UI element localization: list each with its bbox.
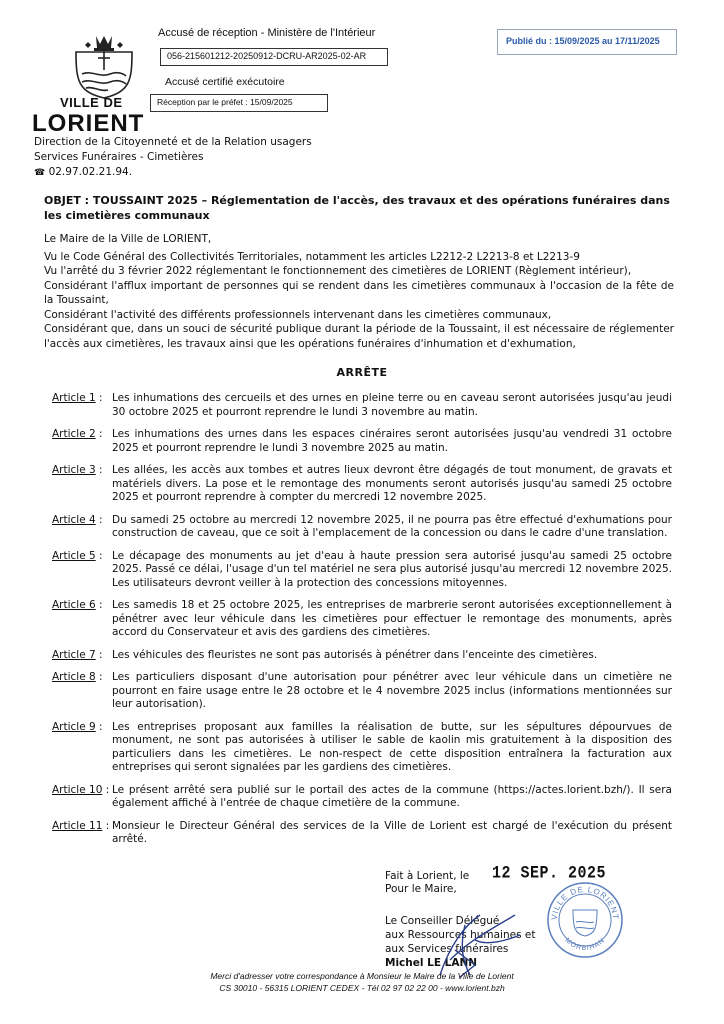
article: Article 5 : Le décapage des monuments au jet d'eau à haute pression sera autorisé jusqu'au samedi 25 octobre 2025. Passé ce délai, l'usage d'un tel matériel ne sera plus autorisé jusqu'au mercredi 12 novembre 2025. Les utilisateurs devront veiller à la protection des concessions mitoyennes. — [52, 549, 672, 589]
article-label: Article 6 — [52, 599, 96, 611]
direction: Direction de la Citoyenneté et de la Relation usagers — [34, 136, 312, 148]
signatory-role3: aux Services funéraires — [385, 943, 509, 955]
service: Services Funéraires - Cimetières — [34, 151, 204, 163]
signatory-name: Michel LE LANN — [385, 957, 478, 969]
article-label: Article 5 — [52, 549, 96, 562]
article-text: Les inhumations des urnes dans les espaces cinéraires seront autorisées jusqu'au vendredi 31 octobre 2025 et pourront reprendre le lundi 3 novembre 2025 au matin. — [112, 428, 672, 454]
preamble — [44, 232, 674, 351]
svg-text:VILLE DE LORIENT — [550, 885, 620, 920]
article-label: Article 7 — [52, 648, 96, 661]
seal-top-text: VILLE DE LORIENT — [549, 884, 621, 921]
article: Article 8 : Les particuliers disposant d'une autorisation pour pénétrer avec leur véhicule dans un cimetière ne pourront en faire usage entre le 28 octobre et le 4 novembre 2025 inclus (informations mentionnées sur leur autorisation). — [52, 671, 672, 710]
city-seal-icon — [545, 880, 625, 960]
preamble-line: Considérant l'activité des différents professionnels intervenant dans les cimetières communaux, — [44, 308, 552, 321]
article-label: Article 8 — [52, 671, 96, 683]
receipt-reference: 056-215601212-20250912-DCRU-AR2025-02-AR — [160, 48, 388, 66]
prefect-reception: Réception par le préfet : 15/09/2025 — [150, 94, 328, 112]
preamble-line: Considérant que, dans un souci de sécurité publique durant la période de la Toussaint, il est nécessaire de réglementer l'accès aux cimetières, les travaux ainsi que les opérations funéraires d'inhumation et d'exhumation, — [44, 323, 674, 350]
article-text: Du samedi 25 octobre au mercredi 12 novembre 2025, il ne pourra pas être effectué d'exhumations pour construction de caveau, que ce soit à l'emplacement de la concession ou dans le cadre d'une translation. — [112, 513, 672, 539]
logo-line2: LORIENT — [32, 110, 145, 137]
signatory-role2: aux Ressources humaines et — [385, 929, 536, 941]
receipt-title: Accusé de réception - Ministère de l'Intérieur — [158, 27, 376, 39]
article-label: Article 10 — [52, 783, 103, 796]
preamble-line: Vu l'arrêté du 3 février 2022 réglementant le fonctionnement des cimetières de LORIENT (Règlement intérieur), — [44, 265, 632, 277]
article-label: Article 1 — [52, 392, 96, 404]
article-text: Les particuliers disposant d'une autorisation pour pénétrer avec leur véhicule dans un cimetière ne pourront en faire usage entre le 28 octobre et le 4 novembre 2025 inclus (informations mentionnées sur leur autorisation). — [112, 671, 672, 710]
articles — [52, 392, 672, 856]
article-text: Le décapage des monuments au jet d'eau à haute pression sera autorisé jusqu'au samedi 25 octobre 2025. Passé ce délai, l'usage d'un tel matériel ne sera plus autorisé jusqu'au mercredi 12 novembre 2025. Les utilisateurs devront veiller à la protection des concessions mitoyennes. — [112, 549, 672, 589]
article-label: Article 3 — [52, 464, 96, 476]
objet-line2: les cimetières communaux — [44, 209, 210, 222]
logo-line1: VILLE DE — [60, 95, 123, 110]
preamble-line: Vu le Code Général des Collectivités Territoriales, notamment les articles L2212-2 L2213-8 et L2213-9 — [44, 250, 580, 263]
footer-line1: Merci d'adresser votre correspondance à Monsieur le Maire de la Ville de Lorient — [210, 971, 514, 981]
article-text: Le présent arrêté sera publié sur le portail des actes de la commune (https://actes.lorient.bzh/). Il sera également affiché à l'entrée de chaque cimetière de la commune. — [112, 783, 672, 809]
preamble-line: Considérant l'afflux important de personnes qui se rendent dans les cimetières communaux à l'occasion de la fête de la Toussaint, — [44, 279, 674, 306]
signatory-role1: Le Conseiller Délégué — [385, 915, 500, 927]
article: Article 10 : Le présent arrêté sera publié sur le portail des actes de la commune (https://actes.lorient.bzh/). Il sera également affiché à l'entrée de chaque cimetière de la commune. — [52, 783, 672, 809]
objet — [44, 193, 684, 223]
footer — [0, 970, 724, 994]
footer-line2: CS 30010 - 56315 LORIENT CEDEX - Tél 02 97 02 22 00 - www.lorient.bzh — [219, 983, 505, 993]
article: Article 3 : Les allées, les accès aux tombes et autres lieux devront être dégagés de tout monument, de gravats et matériels divers. La pose et le remontage des monuments seront autorisés jusqu'au samedi 25 octobre 2025 et pourront reprendre à compter du mercredi 12 novembre 2025. — [52, 464, 672, 503]
publication-dates: Publié du : 15/09/2025 au 17/11/2025 — [497, 29, 677, 55]
article-text: Monsieur le Directeur Général des services de la Ville de Lorient est chargé de l'exécution du présent arrêté. — [112, 819, 672, 845]
article: Article 2 : Les inhumations des urnes dans les espaces cinéraires seront autorisées jusqu'au vendredi 31 octobre 2025 et pourront reprendre le lundi 3 novembre 2025 au matin. — [52, 428, 672, 454]
article: Article 7 : Les véhicules des fleuristes ne sont pas autorisés à pénétrer dans l'enceinte des cimetières. — [52, 649, 672, 663]
article-text: Les samedis 18 et 25 octobre 2025, les entreprises de marbrerie seront autorisées exceptionnellement à pénétrer avec leur véhicule dans les cimetières pour effectuer le remontage des monuments, après accord du Conservateur et avis des gardiens des cimetières. — [112, 599, 672, 638]
arrete-title: ARRÊTE — [336, 366, 388, 379]
signature-date: 12 SEP. 2025 — [492, 863, 607, 884]
preamble-line: Le Maire de la Ville de LORIENT, — [44, 233, 212, 245]
article-text: Les allées, les accès aux tombes et autres lieux devront être dégagés de tout monument, de gravats et matériels divers. La pose et le remontage des monuments seront autorisés jusqu'au samedi 25 octobre 2025 et pourront reprendre à compter du mercredi 12 novembre 2025. — [112, 464, 672, 503]
article-label: Article 9 — [52, 720, 96, 733]
article: Article 4 : Du samedi 25 octobre au mercredi 12 novembre 2025, il ne pourra pas être effectué d'exhumations pour construction de caveau, que ce soit à l'emplacement de la concession ou dans le cadre d'une translation. — [52, 513, 672, 539]
article: Article 1 : Les inhumations des cercueils et des urnes en pleine terre ou en caveau seront autorisées jusqu'au jeudi 30 octobre 2025 et pourront reprendre le lundi 3 novembre au matin. — [52, 392, 672, 418]
article: Article 9 : Les entreprises proposant aux familles la réalisation de butte, sur les sépultures dépourvues de monument, ne sont pas autorisées à utiliser le sable de kaolin mis gratuitement à la disposition des particuliers dans les cimetières. Le non-respect de cette disposition entraînera la facturation aux entreprises qui seront signalées par les gardiens des cimetières. — [52, 720, 672, 773]
article-label: Article 4 — [52, 513, 96, 526]
phone-line — [34, 165, 132, 181]
svg-text:MORBIHAN — [563, 937, 606, 952]
objet-line1: OBJET : TOUSSAINT 2025 – Réglementation de l'accès, des travaux et des opérations funéraires dans — [44, 194, 670, 207]
certified-label: Accusé certifié exécutoire — [165, 76, 285, 88]
article-text: Les inhumations des cercueils et des urnes en pleine terre ou en caveau seront autorisées jusqu'au jeudi 30 octobre 2025 et pourront reprendre le lundi 3 novembre au matin. — [112, 392, 672, 418]
article: Article 11 : Monsieur le Directeur Général des services de la Ville de Lorient est chargé de l'exécution du présent arrêté. — [52, 819, 672, 845]
article-text: Les véhicules des fleuristes ne sont pas autorisés à pénétrer dans l'enceinte des cimetières. — [112, 648, 598, 661]
for-mayor: Pour le Maire, — [385, 883, 457, 895]
phone-number: 02.97.02.21.94. — [48, 166, 133, 178]
article-label: Article 11 — [52, 819, 103, 832]
article-text: Les entreprises proposant aux familles la réalisation de butte, sur les sépultures dépourvues de monument, ne sont pas autorisées à utiliser le sable de kaolin mis gratuitement à la disposition des particuliers dans les cimetières. Le non-respect de cette disposition entraînera la facturation aux entreprises qui seront signalées par les gardiens des cimetières. — [112, 720, 672, 773]
article: Article 6 : Les samedis 18 et 25 octobre 2025, les entreprises de marbrerie seront autorisées exceptionnellement à pénétrer avec leur véhicule dans les cimetières pour effectuer le remontage des monuments, après accord du Conservateur et avis des gardiens des cimetières. — [52, 599, 672, 638]
seal-bottom-text: MORBIHAN — [563, 936, 607, 953]
phone-icon: ☎ — [34, 168, 46, 178]
signature-place: Fait à Lorient, le — [385, 870, 470, 882]
article-label: Article 2 — [52, 428, 96, 440]
